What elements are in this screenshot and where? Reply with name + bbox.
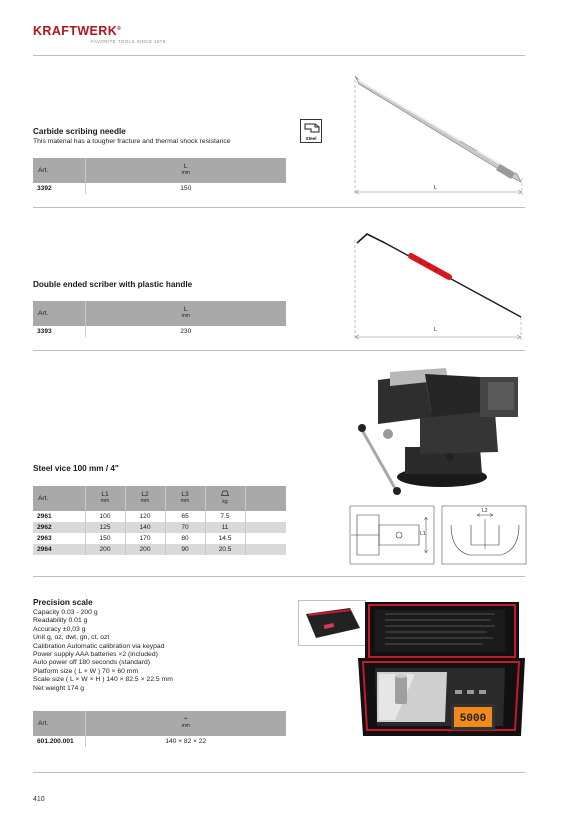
vice-spec-table (33, 486, 286, 555)
spec-line: Platform size ( L × W ) 70 × 60 mm (33, 667, 139, 675)
vice-image (350, 362, 530, 500)
cell-art: 2964 (33, 544, 85, 555)
vice-title: Steel vice 100 mm / 4" (33, 464, 119, 473)
cell-weight: 20.5 (205, 544, 245, 555)
col-header-l3: L3 mm (165, 486, 205, 511)
cell-art: 2961 (33, 511, 85, 522)
table-row (33, 544, 286, 555)
table-row (33, 522, 286, 533)
cell-l2: 120 (125, 511, 165, 522)
divider (33, 207, 525, 208)
needle-image (345, 70, 530, 200)
col-header-l2: L2 mm (125, 486, 165, 511)
scale-spec-list (33, 609, 173, 693)
divider (33, 350, 525, 351)
scale-display-reading: 5000 (459, 713, 487, 725)
divider (33, 772, 525, 773)
col-header-length: L mm (85, 158, 286, 183)
cell-spacer (245, 511, 286, 522)
scale-image (355, 594, 527, 742)
cell-l3: 70 (165, 522, 205, 533)
cell-spacer (245, 544, 286, 555)
cell-spacer (245, 522, 286, 533)
cell-art: 601.200.001 (33, 736, 85, 747)
divider (33, 576, 525, 577)
spec-line: Capacity 0.03 - 200 g (33, 609, 98, 616)
scale-section (33, 598, 173, 693)
brand-tagline: FAVORITE TOOLS SINCE 1979 (91, 39, 166, 45)
cell-l3: 90 (165, 544, 205, 555)
spec-line: Accuracy ±0,03 g (33, 625, 86, 633)
weight-icon (221, 490, 229, 496)
scriber-spec-table (33, 301, 286, 337)
col-header-art: Art. (33, 301, 85, 326)
steel-badge-label: Steel (305, 136, 317, 141)
vice-diagram-top (441, 505, 527, 565)
cell-weight: 14.5 (205, 533, 245, 544)
scriber-title: Double ended scriber with plastic handle (33, 280, 193, 289)
vice-l1-label: L1 (420, 531, 426, 537)
cell-l1: 125 (85, 522, 125, 533)
col-header-art: Art. (33, 711, 85, 736)
cell-l1: 200 (85, 544, 125, 555)
table-row (33, 183, 286, 194)
cell-weight: 7.5 (205, 511, 245, 522)
col-header-weight: kg (205, 486, 245, 511)
needle-section (33, 127, 231, 146)
cell-length: 150 (85, 183, 286, 194)
cell-art: 3392 (33, 183, 85, 194)
needle-title: Carbide scribing needle (33, 127, 126, 136)
cell-size: 140 × 82 × 22 (85, 736, 286, 747)
spec-line: Power supply AAA batteries ×2 (included) (33, 651, 158, 659)
page-number: 410 (33, 796, 45, 803)
cell-art: 2963 (37, 535, 52, 542)
divider (33, 55, 525, 56)
table-row (33, 326, 286, 337)
cell-art: 2962 (33, 522, 85, 533)
scriber-dim-label: L (434, 327, 438, 333)
cell-l2: 170 (125, 533, 165, 544)
spec-line: Scale size ( L × W × H ) 140 × 82.5 × 22.5 mm (33, 676, 173, 684)
table-row (33, 736, 286, 747)
cell-spacer (245, 533, 286, 544)
needle-description: This material has a tougher fracture and thermal shock resistance (33, 138, 231, 145)
cell-l2: 140 (125, 522, 165, 533)
scriber-section (33, 280, 192, 290)
needle-dim-label: L (434, 185, 438, 191)
col-header-l1: L1 mm (85, 486, 125, 511)
vice-section (33, 464, 119, 474)
cell-l1: 100 (85, 511, 125, 522)
cell-length: 230 (85, 326, 286, 337)
cell-l3: 80 (165, 533, 205, 544)
spec-line: Unit g, oz, dwt, gn, ct, ozt (33, 634, 110, 642)
registered-mark: ® (117, 26, 122, 32)
table-row (33, 511, 286, 522)
brand-logo (33, 22, 166, 44)
scale-spec-table (33, 711, 286, 747)
scriber-image (345, 225, 530, 345)
col-header-length: L mm (85, 301, 286, 326)
table-row (33, 533, 286, 544)
cell-l2: 200 (125, 544, 165, 555)
needle-spec-table (33, 158, 286, 194)
steel-material-icon (300, 119, 322, 143)
col-header-spacer (245, 486, 286, 511)
col-header-art: Art. (33, 486, 85, 511)
cell-l3: 65 (165, 511, 205, 522)
cell-l1: 150 (85, 533, 125, 544)
scale-title: Precision scale (33, 598, 93, 607)
spec-line: Net weight 174 g (33, 684, 85, 692)
brand-name: KRAFTWERK (33, 24, 118, 39)
cell-art: 3393 (33, 326, 85, 337)
col-header-art: Art. (33, 158, 85, 183)
vice-l2-label: L2 (482, 508, 488, 514)
spec-line: Calibration Automatic calibration via keypad (33, 642, 165, 650)
spec-line: Readability 0.01 g (33, 617, 88, 625)
col-header-dimensions: ÷ mm (85, 711, 286, 736)
cell-weight: 11 (205, 522, 245, 533)
spec-line: Auto power off 180 seconds (standard) (33, 659, 151, 667)
